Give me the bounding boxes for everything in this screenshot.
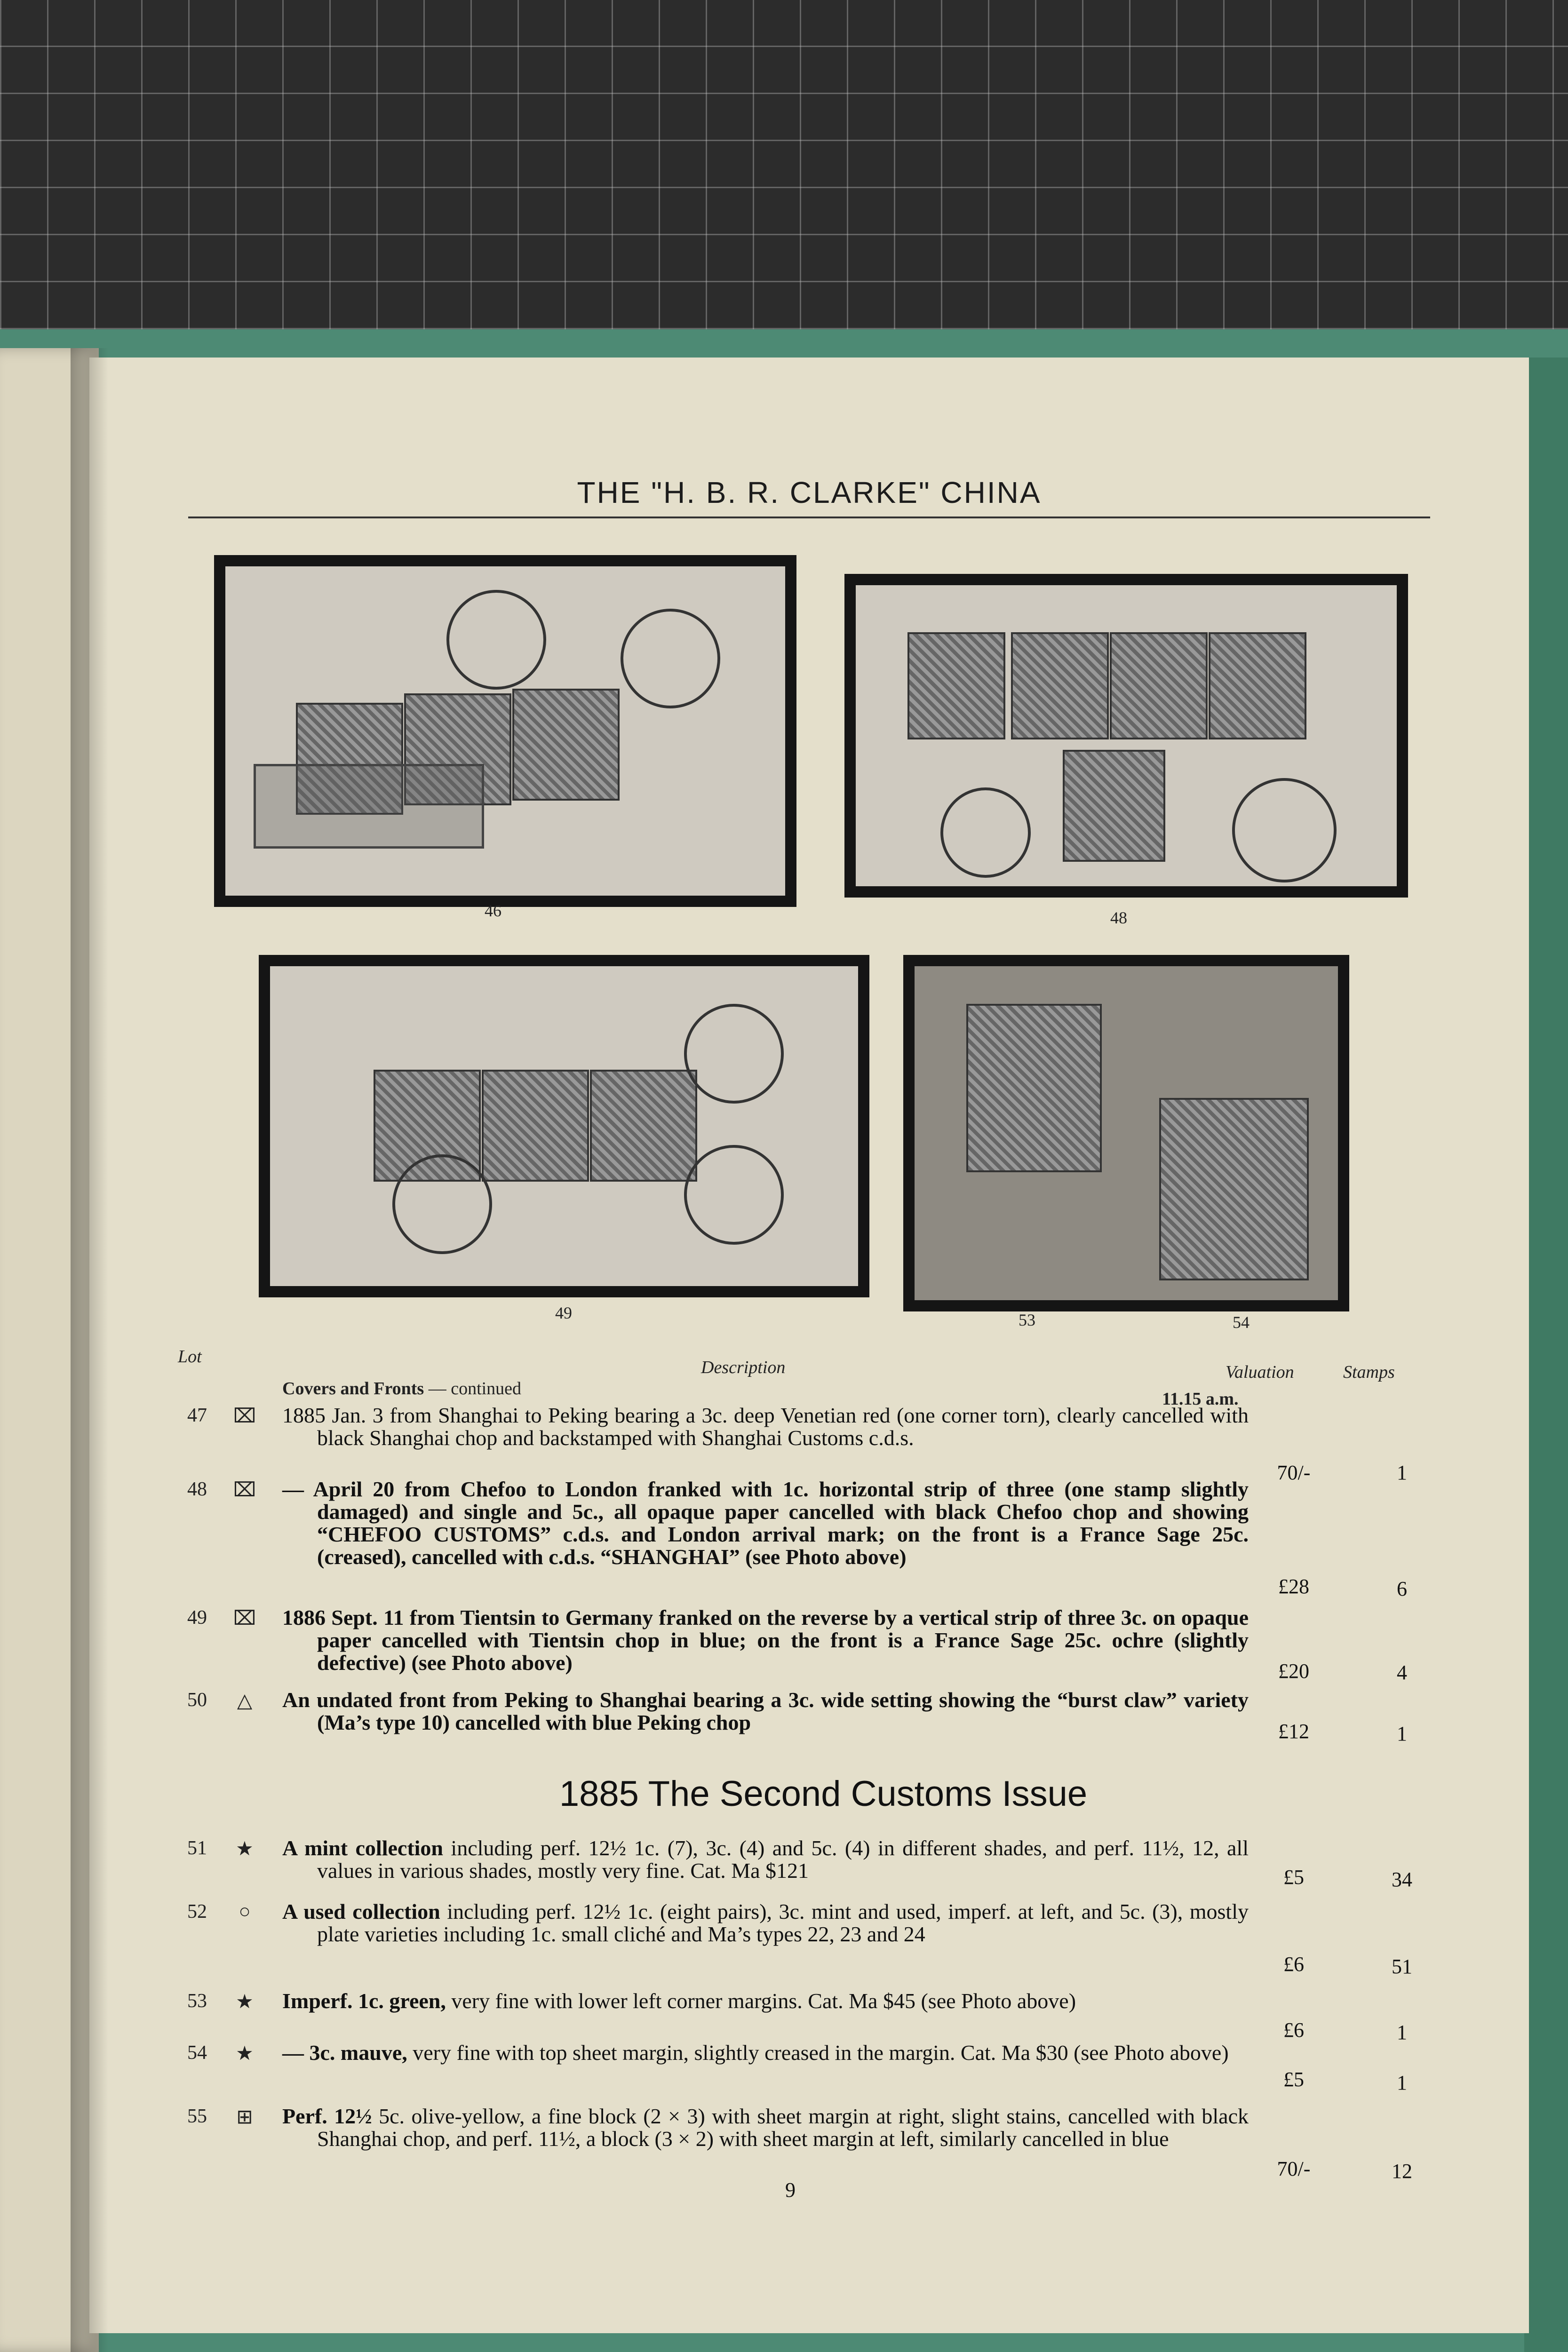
block-icon: ⊞ [236, 2106, 253, 2128]
stamp-image [1209, 632, 1306, 739]
subheading-continued: — continued [428, 1379, 522, 1398]
lot-description [282, 1837, 1249, 1882]
lot-stamps: 4 [1397, 1661, 1407, 1684]
lot-valuation: 70/- [1277, 2157, 1311, 2180]
photo-caption: 49 [555, 1303, 572, 1322]
page-gutter [71, 348, 108, 2352]
postmark [684, 1004, 784, 1104]
stamp-image [512, 689, 620, 801]
lot-valuation: £12 [1278, 1720, 1309, 1743]
lot-description [282, 2105, 1249, 2150]
lot-valuation: £5 [1283, 2068, 1304, 2091]
stamp-image [590, 1070, 697, 1182]
photo-lots-53-54 [903, 955, 1349, 1311]
lot-stamps: 1 [1397, 1722, 1407, 1745]
lot-stamps: 1 [1397, 1461, 1407, 1484]
lot-lead: — 3c. mauve, [282, 2041, 407, 2065]
lot-valuation: 70/- [1277, 1461, 1311, 1484]
lot-description: 1885 Jan. 3 from Shanghai to Peking bearing a 3c. deep Venetian red (one corner torn), clearly cancelled with black Shanghai chop and backstamped with Shanghai Customs c.d.s. [282, 1403, 1249, 1450]
section-title: 1885 The Second Customs Issue [559, 1774, 1088, 1814]
lot-valuation: £6 [1283, 1953, 1304, 1976]
lot-text: very fine with top sheet margin, slightly creased in the margin. Cat. Ma $30 (see Photo above) [407, 2041, 1229, 2065]
stamp-image [907, 632, 1005, 739]
lot-stamps: 12 [1392, 2160, 1412, 2183]
column-valuation: Valuation [1226, 1362, 1294, 1382]
photo-caption: 46 [485, 901, 501, 920]
mint-star-icon: ★ [236, 2043, 254, 2065]
photo-lot-48 [844, 574, 1408, 898]
cover-icon: ⌧ [233, 1479, 256, 1501]
lot-description: 1886 Sept. 11 from Tientsin to Germany franked on the reverse by a vertical strip of three 3c. on opaque paper cancelled with Tientsin chop in blue; on the front is a France Sage 25c. ochre (slightly defective) (see Photo above) [282, 1605, 1249, 1675]
stamp-image [1063, 750, 1165, 862]
postmark [392, 1154, 492, 1254]
postmark [940, 787, 1031, 878]
head-rule [188, 516, 1430, 518]
lot-valuation: £20 [1278, 1660, 1309, 1683]
lot-stamps: 34 [1392, 1868, 1412, 1891]
stamp-image [966, 1004, 1102, 1172]
lot-text: very fine with lower left corner margins. Cat. Ma $45 (see Photo above) [446, 1989, 1076, 2013]
column-lot: Lot [178, 1347, 202, 1367]
photo-lot-49 [259, 955, 869, 1297]
lot-number: 49 [187, 1607, 207, 1629]
front-icon: △ [237, 1690, 253, 1712]
stamp-image [1110, 632, 1208, 739]
lot-stamps: 1 [1397, 2021, 1407, 2044]
page-number: 9 [785, 2178, 796, 2201]
chop-mark [254, 764, 484, 849]
lot-description [282, 1990, 1249, 2012]
lot-number: 54 [187, 2042, 207, 2064]
lot-stamps: 6 [1397, 1577, 1407, 1600]
book-cover-edge [1524, 358, 1568, 2352]
postmark [1232, 778, 1337, 882]
used-circle-icon: ○ [239, 1901, 251, 1923]
stamp-image [1159, 1098, 1309, 1280]
lot-number: 47 [187, 1405, 207, 1426]
lot-description: — April 20 from Chefoo to London franked with 1c. horizontal strip of three (one stamp slightly damaged) and single and 5c., all opaque paper cancelled with black Chefoo chop and showing “CHEFOO CUSTOMS” c.d.s. and London arrival mark; on the front is a France Sage 25c. (creased), cancelled with c.d.s. “SHANGHAI” (see Photo above) [282, 1477, 1249, 1569]
postmark [684, 1145, 784, 1245]
stamp-image [482, 1070, 589, 1182]
subheading-text: Covers and Fronts [282, 1379, 424, 1398]
lot-text: including perf. 12½ 1c. (7), 3c. (4) and 5c. (4) in different shades, and perf. 11½, 12, all values in various shades, mostly very fine. Cat. Ma $121 [317, 1836, 1249, 1883]
lot-number: 50 [187, 1689, 207, 1711]
lot-number: 53 [187, 1990, 207, 2012]
running-head: THE "H. B. R. CLARKE" CHINA [577, 476, 1042, 509]
background-grid [0, 0, 1568, 358]
sale-time: 11.15 a.m. [1162, 1389, 1239, 1409]
lot-text: including perf. 12½ 1c. (eight pairs), 3c. mint and used, imperf. at left, and 5c. (3), mostly plate varieties including 1c. small cliché and Ma’s types 22, 23 and 24 [317, 1899, 1249, 1946]
lot-description: An undated front from Peking to Shanghai bearing a 3c. wide setting showing the “burst claw” variety (Ma’s type 10) cancelled with blue Peking chop [282, 1688, 1249, 1734]
lot-valuation: £5 [1283, 1866, 1304, 1889]
lot-number: 52 [187, 1901, 207, 1923]
column-stamps: Stamps [1343, 1362, 1395, 1382]
cover-icon: ⌧ [233, 1608, 256, 1629]
cover-icon: ⌧ [233, 1406, 256, 1427]
lot-valuation: £28 [1278, 1575, 1309, 1598]
lot-text: 5c. olive-yellow, a fine block (2 × 3) with sheet margin at right, slight stains, cancelled with black Shanghai chop, and perf. 11½, a block (3 × 2) with sheet margin at left, similarly cancelled in blue [317, 2104, 1249, 2151]
postmark [446, 590, 546, 690]
stamp-image [1011, 632, 1109, 739]
lot-number: 51 [187, 1837, 207, 1859]
photo-caption: 48 [1110, 908, 1127, 927]
column-description: Description [701, 1358, 786, 1377]
postmark [621, 609, 720, 708]
photo-caption: 53 [1019, 1311, 1035, 1329]
lot-lead: Imperf. 1c. green, [282, 1989, 446, 2013]
lot-lead: A mint collection [282, 1836, 443, 1860]
lot-stamps: 1 [1397, 2071, 1407, 2094]
photo-caption: 54 [1233, 1313, 1250, 1332]
lot-description [282, 2042, 1249, 2064]
lot-number: 48 [187, 1478, 207, 1500]
mint-star-icon: ★ [236, 1838, 254, 1860]
subheading [282, 1378, 521, 1399]
mint-star-icon: ★ [236, 1991, 254, 2013]
lot-lead: Perf. 12½ [282, 2104, 372, 2128]
lot-valuation: £6 [1283, 2018, 1304, 2042]
lot-number: 55 [187, 2106, 207, 2127]
lot-stamps: 51 [1392, 1955, 1412, 1978]
photo-lot-46 [214, 555, 796, 907]
lot-lead: A used collection [282, 1899, 440, 1923]
lot-description [282, 1900, 1249, 1946]
